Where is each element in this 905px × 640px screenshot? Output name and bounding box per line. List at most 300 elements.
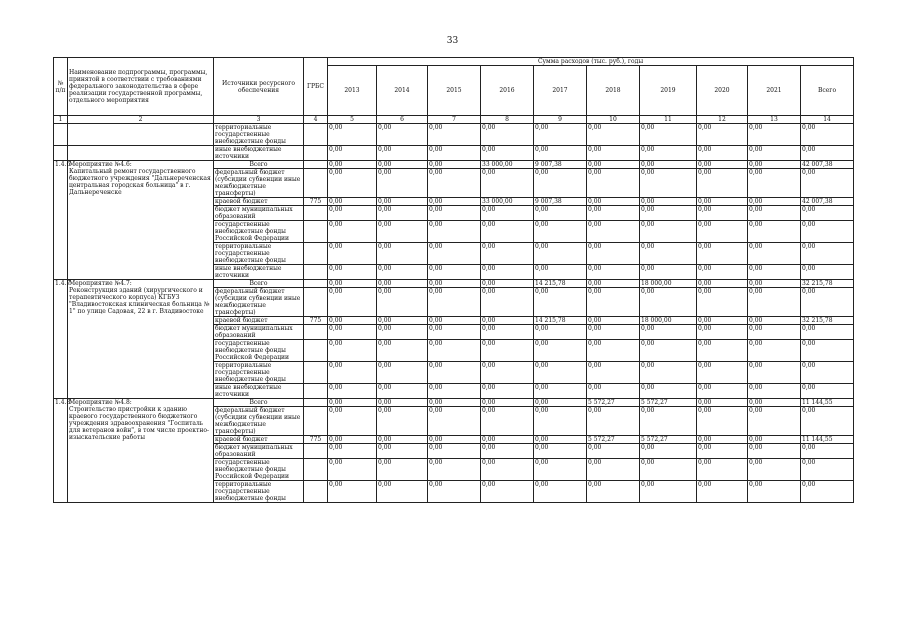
amount-cell: 0,00 [534,288,587,317]
amount-cell: 0,00 [801,325,854,340]
amount-cell: 0,00 [640,444,697,459]
grbs-code [304,265,328,280]
amount-cell: 0,00 [481,384,534,399]
amount-cell: 0,00 [428,169,481,198]
amount-cell: 0,00 [801,444,854,459]
amount-cell: 0,00 [640,325,697,340]
funding-source: краевой бюджет [214,198,304,206]
amount-cell: 0,00 [801,340,854,362]
amount-cell: 0,00 [328,169,377,198]
amount-cell: 0,00 [697,243,748,265]
measure-name [68,280,214,399]
measure-title: Мероприятие №4.6: [69,161,132,168]
column-number: 9 [534,116,587,124]
amount-cell: 0,00 [587,459,640,481]
amount-cell: 0,00 [748,169,801,198]
amount-cell: 0,00 [428,444,481,459]
amount-cell: 0,00 [328,265,377,280]
grbs-code: 775 [304,198,328,206]
amount-cell: 0,00 [377,481,428,503]
measure-number: 1.4.6 [54,161,68,280]
amount-cell: 0,00 [428,384,481,399]
amount-cell: 0,00 [697,340,748,362]
amount-cell: 0,00 [328,436,377,444]
amount-cell: 0,00 [534,407,587,436]
amount-cell: 0,00 [328,444,377,459]
measure-title: Мероприятие №4.8: [69,399,132,406]
total-amount: 14 215,78 [534,280,587,288]
total-amount: 33 000,00 [481,161,534,169]
total-amount: 0,00 [481,399,534,407]
column-number: 2 [68,116,214,124]
column-number: 1 [54,116,68,124]
amount-cell: 0,00 [748,124,801,146]
amount-cell: 0,00 [377,317,428,325]
funding-source: федеральный бюджет (субсидии субвенции иные межбюджетные трансферты) [214,169,304,198]
amount-cell: 0,00 [748,221,801,243]
amount-cell: 0,00 [481,459,534,481]
amount-cell: 0,00 [640,459,697,481]
amount-cell: 0,00 [697,206,748,221]
amount-cell: 0,00 [748,243,801,265]
total-amount: 0,00 [328,399,377,407]
amount-cell: 0,00 [534,444,587,459]
grbs-code [304,384,328,399]
header-year: 2019 [640,66,697,116]
grbs-code [304,146,328,161]
total-amount: 0,00 [587,161,640,169]
amount-cell: 0,00 [748,436,801,444]
measure-total-row [54,399,854,407]
amount-cell: 0,00 [640,146,697,161]
amount-cell: 0,00 [481,481,534,503]
amount-cell: 0,00 [697,481,748,503]
amount-cell: 0,00 [801,206,854,221]
total-amount: 0,00 [328,280,377,288]
amount-cell: 0,00 [534,362,587,384]
amount-cell: 0,00 [801,459,854,481]
amount-cell: 0,00 [587,384,640,399]
amount-cell: 0,00 [801,481,854,503]
table-row [54,146,854,161]
amount-cell: 0,00 [748,317,801,325]
amount-cell: 0,00 [428,317,481,325]
amount-cell: 0,00 [377,169,428,198]
amount-cell: 0,00 [328,206,377,221]
amount-cell: 0,00 [481,265,534,280]
amount-cell: 0,00 [377,444,428,459]
column-number: 14 [801,116,854,124]
column-number: 13 [748,116,801,124]
amount-cell: 0,00 [640,206,697,221]
total-amount: 5 572,27 [640,399,697,407]
header-sum: Сумма расходов (тыс. руб.), годы [328,58,854,66]
header-no: № п/п [54,58,68,116]
amount-cell: 0,00 [640,265,697,280]
amount-cell: 0,00 [481,124,534,146]
measure-description: Строительство пристройки к зданию краевого государственного бюджетного учреждения здравоохранения "Госпиталь для ветеранов войн", в том числе проектно-изыскательские работы [69,406,209,441]
amount-cell: 14 215,78 [534,317,587,325]
total-amount: 0,00 [377,280,428,288]
amount-cell: 0,00 [534,459,587,481]
funding-source: бюджет муниципальных образований [214,206,304,221]
amount-cell: 0,00 [587,444,640,459]
measure-number: 1.4.8 [54,399,68,503]
total-amount: 0,00 [587,280,640,288]
funding-source: территориальные государственные внебюджетные фонды [214,124,304,146]
amount-cell: 0,00 [801,265,854,280]
funding-source: государственные внебюджетные фонды Российской Федерации [214,221,304,243]
funding-source: иные внебюджетные источники [214,146,304,161]
amount-cell: 0,00 [377,288,428,317]
amount-cell: 0,00 [534,340,587,362]
measure-number: 1.4.7 [54,280,68,399]
amount-cell: 0,00 [697,124,748,146]
amount-cell: 0,00 [697,221,748,243]
total-amount: 0,00 [377,161,428,169]
amount-cell: 0,00 [640,288,697,317]
amount-cell: 0,00 [377,362,428,384]
amount-cell: 0,00 [481,288,534,317]
header-year: 2018 [587,66,640,116]
amount-cell: 0,00 [640,221,697,243]
amount-cell: 0,00 [748,265,801,280]
total-label: Всего [214,280,304,288]
amount-cell: 0,00 [428,288,481,317]
amount-cell: 0,00 [377,146,428,161]
amount-cell: 0,00 [640,362,697,384]
amount-cell: 0,00 [748,146,801,161]
grbs-code [304,459,328,481]
total-label: Всего [214,399,304,407]
funding-source: иные внебюджетные источники [214,384,304,399]
amount-cell: 0,00 [377,265,428,280]
grbs-code [304,280,328,288]
total-amount: 0,00 [640,161,697,169]
amount-cell: 0,00 [428,436,481,444]
total-amount: 0,00 [328,161,377,169]
amount-cell: 0,00 [587,407,640,436]
header-year: 2017 [534,66,587,116]
amount-cell: 0,00 [640,481,697,503]
total-amount: 18 000,00 [640,280,697,288]
funding-source: территориальные государственные внебюджетные фонды [214,362,304,384]
amount-cell: 0,00 [534,146,587,161]
row-name [68,146,214,161]
amount-cell: 0,00 [640,340,697,362]
amount-cell: 0,00 [748,384,801,399]
amount-cell: 0,00 [587,146,640,161]
amount-cell: 0,00 [328,325,377,340]
amount-cell: 0,00 [428,481,481,503]
grbs-code [304,325,328,340]
amount-cell: 0,00 [534,221,587,243]
amount-cell: 0,00 [481,221,534,243]
amount-cell: 0,00 [640,407,697,436]
funding-source: территориальные государственные внебюджетные фонды [214,481,304,503]
total-amount: 9 007,38 [534,161,587,169]
amount-cell: 0,00 [748,481,801,503]
amount-cell: 0,00 [534,124,587,146]
amount-cell: 0,00 [640,198,697,206]
amount-cell: 0,00 [328,407,377,436]
funding-source: территориальные государственные внебюджетные фонды [214,243,304,265]
funding-source: краевой бюджет [214,436,304,444]
amount-cell: 5 572,27 [640,436,697,444]
amount-cell: 33 000,00 [481,198,534,206]
measure-description: Реконструкция зданий (хирургического и терапевтического корпуса) КГБУЗ "Владивостокская клиническая больница № 1" по улице Садовая, 22 в г. Владивостоке [69,287,210,315]
amount-cell: 0,00 [428,221,481,243]
total-amount: 0,00 [697,399,748,407]
amount-cell: 0,00 [697,362,748,384]
column-number: 12 [697,116,748,124]
amount-cell: 0,00 [697,169,748,198]
amount-cell: 0,00 [328,362,377,384]
grbs-code [304,399,328,407]
total-amount: 0,00 [748,280,801,288]
column-number: 6 [377,116,428,124]
page-number: 33 [446,36,459,46]
amount-cell: 0,00 [377,221,428,243]
total-amount: 0,00 [428,161,481,169]
amount-cell: 0,00 [534,436,587,444]
budget-table [53,57,854,503]
funding-source: бюджет муниципальных образований [214,444,304,459]
amount-cell: 18 000,00 [640,317,697,325]
amount-cell: 0,00 [587,206,640,221]
amount-cell: 5 572,27 [587,436,640,444]
grbs-code: 775 [304,436,328,444]
amount-cell: 0,00 [587,317,640,325]
amount-cell: 0,00 [587,325,640,340]
header-year: 2021 [748,66,801,116]
amount-cell: 9 007,38 [534,198,587,206]
amount-cell: 0,00 [481,436,534,444]
grbs-code [304,161,328,169]
total-label: Всего [214,161,304,169]
column-number: 7 [428,116,481,124]
header-source: Источники ресурсного обеспечения [214,58,304,116]
total-amount: 5 572,27 [587,399,640,407]
amount-cell: 0,00 [328,340,377,362]
amount-cell: 0,00 [481,169,534,198]
grbs-code [304,124,328,146]
amount-cell: 0,00 [748,198,801,206]
amount-cell: 0,00 [328,481,377,503]
grbs-code [304,407,328,436]
measure-title: Мероприятие №4.7: [69,280,132,287]
header-year: 2015 [428,66,481,116]
amount-cell: 0,00 [328,459,377,481]
amount-cell: 0,00 [377,243,428,265]
amount-cell: 11 144,55 [801,436,854,444]
total-amount: 0,00 [748,399,801,407]
amount-cell: 0,00 [748,362,801,384]
column-number: 11 [640,116,697,124]
amount-cell: 0,00 [748,340,801,362]
row-no [54,146,68,161]
amount-cell: 0,00 [428,340,481,362]
amount-cell: 0,00 [481,407,534,436]
amount-cell: 0,00 [481,317,534,325]
amount-cell: 0,00 [697,317,748,325]
grbs-code [304,362,328,384]
amount-cell: 0,00 [481,243,534,265]
amount-cell: 0,00 [428,146,481,161]
total-amount: 0,00 [697,280,748,288]
total-amount: 32 215,78 [801,280,854,288]
total-amount: 0,00 [428,280,481,288]
funding-source: бюджет муниципальных образований [214,325,304,340]
column-number: 10 [587,116,640,124]
grbs-code [304,206,328,221]
amount-cell: 0,00 [748,288,801,317]
amount-cell: 0,00 [587,169,640,198]
total-amount: 0,00 [428,399,481,407]
amount-cell: 0,00 [801,407,854,436]
amount-cell: 0,00 [534,243,587,265]
row-name [68,124,214,146]
amount-cell: 0,00 [801,384,854,399]
amount-cell: 0,00 [377,124,428,146]
total-amount: 0,00 [697,161,748,169]
grbs-code [304,243,328,265]
measure-description: Капитальный ремонт государственного бюджетного учреждения "Дальнереченская центральная городская больница" в г. Дальнереченске [69,168,211,196]
amount-cell: 0,00 [801,221,854,243]
amount-cell: 0,00 [377,325,428,340]
header-year: 2020 [697,66,748,116]
amount-cell: 0,00 [697,436,748,444]
amount-cell: 0,00 [697,384,748,399]
amount-cell: 0,00 [697,325,748,340]
amount-cell: 0,00 [748,444,801,459]
amount-cell: 0,00 [428,362,481,384]
funding-source: краевой бюджет [214,317,304,325]
amount-cell: 0,00 [428,124,481,146]
amount-cell: 0,00 [534,384,587,399]
amount-cell: 32 215,78 [801,317,854,325]
amount-cell: 0,00 [328,146,377,161]
amount-cell: 0,00 [587,288,640,317]
header-name: Наименование подпрограммы, программы, принятой в соответствии с требованиями федерального законодательства в сфере реализации государственной программы, отдельного мероприятия [68,58,214,116]
column-number: 3 [214,116,304,124]
amount-cell: 0,00 [328,198,377,206]
amount-cell: 0,00 [377,340,428,362]
amount-cell: 0,00 [377,384,428,399]
amount-cell: 0,00 [587,265,640,280]
amount-cell: 0,00 [697,265,748,280]
amount-cell: 42 007,38 [801,198,854,206]
amount-cell: 0,00 [534,169,587,198]
amount-cell: 0,00 [801,362,854,384]
amount-cell: 0,00 [377,198,428,206]
header-year: 2013 [328,66,377,116]
amount-cell: 0,00 [640,124,697,146]
amount-cell: 0,00 [481,146,534,161]
amount-cell: 0,00 [748,206,801,221]
amount-cell: 0,00 [801,146,854,161]
total-amount: 0,00 [534,399,587,407]
funding-source: государственные внебюджетные фонды Российской Федерации [214,340,304,362]
grbs-code [304,340,328,362]
amount-cell: 0,00 [748,325,801,340]
funding-source: федеральный бюджет (субсидии субвенции иные межбюджетные трансферты) [214,288,304,317]
amount-cell: 0,00 [328,384,377,399]
amount-cell: 0,00 [640,243,697,265]
amount-cell: 0,00 [587,243,640,265]
amount-cell: 0,00 [697,407,748,436]
amount-cell: 0,00 [377,436,428,444]
amount-cell: 0,00 [697,198,748,206]
amount-cell: 0,00 [377,206,428,221]
amount-cell: 0,00 [428,265,481,280]
amount-cell: 0,00 [697,459,748,481]
amount-cell: 0,00 [697,146,748,161]
header-year: 2016 [481,66,534,116]
header-grbs: ГРБС [304,58,328,116]
amount-cell: 0,00 [587,362,640,384]
amount-cell: 0,00 [328,221,377,243]
amount-cell: 0,00 [481,340,534,362]
amount-cell: 0,00 [328,288,377,317]
amount-cell: 0,00 [748,459,801,481]
row-no [54,124,68,146]
column-number: 4 [304,116,328,124]
grbs-code [304,444,328,459]
amount-cell: 0,00 [587,481,640,503]
amount-cell: 0,00 [697,288,748,317]
amount-cell: 0,00 [697,444,748,459]
amount-cell: 0,00 [587,198,640,206]
amount-cell: 0,00 [377,407,428,436]
amount-cell: 0,00 [587,124,640,146]
funding-source: государственные внебюджетные фонды Российской Федерации [214,459,304,481]
amount-cell: 0,00 [481,325,534,340]
amount-cell: 0,00 [428,459,481,481]
total-amount: 0,00 [481,280,534,288]
amount-cell: 0,00 [801,288,854,317]
amount-cell: 0,00 [534,206,587,221]
grbs-code [304,221,328,243]
measure-name [68,399,214,503]
header-year: Всего [801,66,854,116]
grbs-code [304,169,328,198]
amount-cell: 0,00 [801,243,854,265]
funding-source: иные внебюджетные источники [214,265,304,280]
amount-cell: 0,00 [748,407,801,436]
amount-cell: 0,00 [328,243,377,265]
amount-cell: 0,00 [640,169,697,198]
amount-cell: 0,00 [377,459,428,481]
amount-cell: 0,00 [534,325,587,340]
measure-name [68,161,214,280]
total-amount: 42 007,38 [801,161,854,169]
amount-cell: 0,00 [587,340,640,362]
column-number: 5 [328,116,377,124]
amount-cell: 0,00 [801,169,854,198]
total-amount: 0,00 [377,399,428,407]
table-row [54,124,854,146]
amount-cell: 0,00 [481,206,534,221]
total-amount: 11 144,55 [801,399,854,407]
amount-cell: 0,00 [534,265,587,280]
amount-cell: 0,00 [428,407,481,436]
amount-cell: 0,00 [534,481,587,503]
amount-cell: 0,00 [428,325,481,340]
funding-source: федеральный бюджет (субсидии субвенции иные межбюджетные трансферты) [214,407,304,436]
header-year: 2014 [377,66,428,116]
amount-cell: 0,00 [640,384,697,399]
